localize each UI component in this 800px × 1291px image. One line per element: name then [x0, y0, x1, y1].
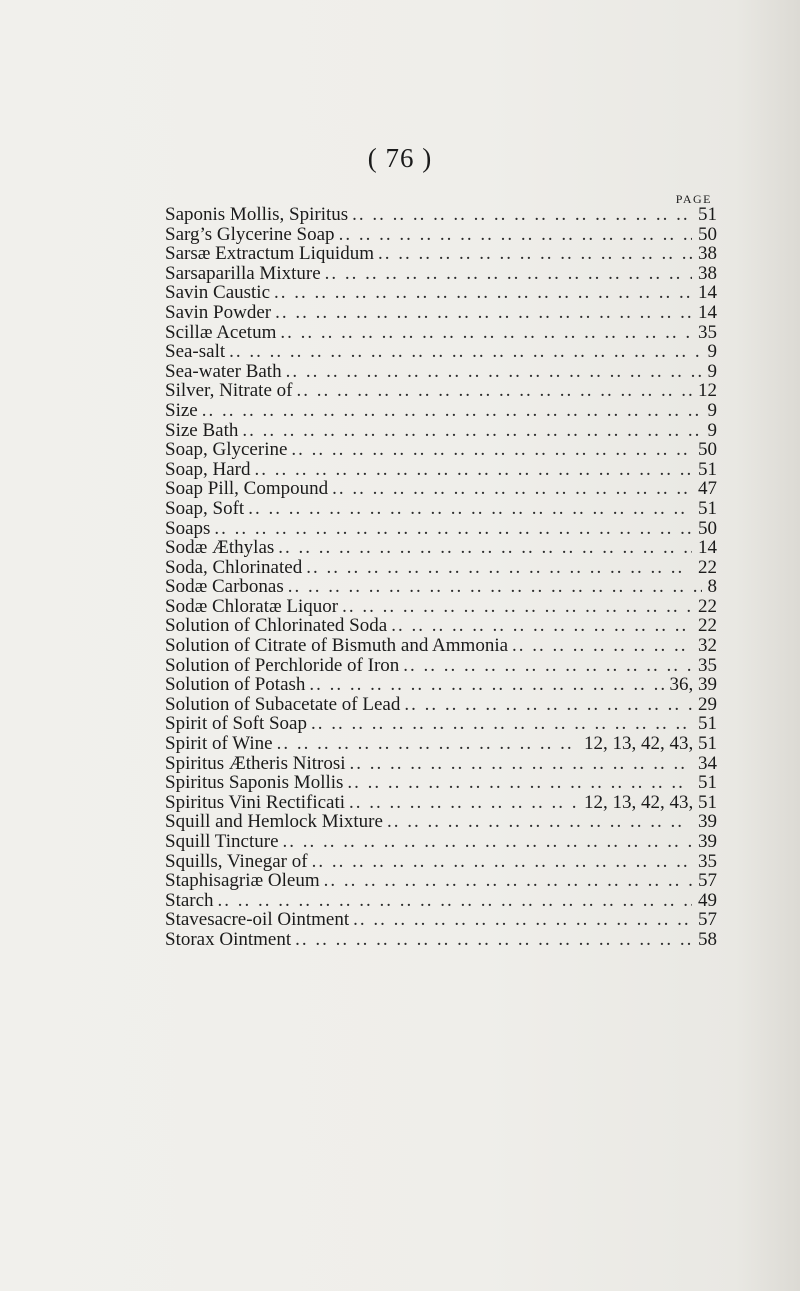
entry-page-numbers: 49	[698, 890, 717, 911]
dot-leader	[248, 499, 692, 519]
dot-leader	[275, 303, 692, 323]
entry-page-numbers: 57	[698, 871, 717, 891]
index-entry	[165, 656, 717, 676]
entry-page-numbers: 50	[698, 518, 717, 539]
entry-name: Size Bath	[165, 420, 239, 441]
entry-page-numbers: 14	[698, 538, 717, 558]
entry-name: Solution of Potash	[165, 675, 306, 695]
index-entry	[165, 381, 717, 401]
index-entry	[165, 499, 717, 519]
index-entry	[165, 401, 717, 421]
entry-page-numbers: 36, 39	[669, 675, 717, 695]
entry-page-numbers: 50	[698, 224, 717, 245]
dot-leader	[352, 205, 692, 225]
entry-name: Soap Pill, Compound	[165, 479, 329, 499]
index-entry	[165, 460, 717, 480]
index-entry	[165, 225, 717, 245]
entry-name: Squill Tincture	[165, 832, 279, 852]
dot-leader	[332, 479, 692, 499]
entry-name: Soda, Chlorinated	[165, 557, 303, 578]
entry-page-numbers: 35	[698, 851, 717, 872]
index-entry	[165, 362, 717, 382]
dot-leader	[342, 597, 692, 617]
entry-page-numbers: 51	[698, 205, 717, 225]
dot-leader	[325, 264, 692, 284]
index-entry	[165, 852, 717, 872]
entry-page-numbers: 39	[698, 812, 717, 832]
entry-page-numbers: 22	[698, 616, 717, 637]
entry-name: Sea-water Bath	[165, 361, 282, 382]
index-list	[165, 205, 717, 950]
entry-page-numbers: 32	[698, 636, 717, 656]
index-entry	[165, 773, 717, 793]
dot-leader	[218, 891, 692, 911]
entry-name: Starch	[165, 890, 214, 911]
entry-name: Squill and Hemlock Mixture	[165, 812, 383, 832]
index-entry	[165, 303, 717, 323]
entry-page-numbers: 47	[698, 479, 717, 499]
entry-name: Sodæ Æthylas	[165, 538, 275, 558]
dot-leader	[283, 832, 693, 852]
entry-name: Silver, Nitrate of	[165, 381, 293, 401]
entry-page-numbers: 51	[698, 773, 717, 793]
entry-name: Solution of Subacetate of Lead	[165, 694, 401, 715]
entry-page-numbers: 9	[707, 361, 717, 382]
dot-leader	[339, 225, 692, 245]
entry-page-numbers: 29	[698, 694, 717, 715]
index-entry	[165, 793, 717, 813]
dot-leader	[403, 656, 692, 676]
index-entry	[165, 519, 717, 539]
dot-leader	[277, 734, 578, 754]
dot-leader	[202, 401, 702, 421]
entry-page-numbers: 9	[707, 420, 717, 441]
entry-name: Size	[165, 400, 198, 421]
dot-leader	[387, 812, 692, 832]
index-entry	[165, 323, 717, 343]
entry-name: Solution of Perchloride of Iron	[165, 655, 400, 676]
entry-name: Spiritus Vini Rectificati	[165, 792, 346, 813]
entry-page-numbers: 12	[698, 381, 717, 401]
index-entry	[165, 597, 717, 617]
dot-leader	[378, 244, 692, 264]
entry-name: Sodæ Carbonas	[165, 577, 284, 597]
dot-leader	[391, 616, 692, 636]
entry-name: Soap, Soft	[165, 498, 245, 519]
dot-leader	[229, 342, 701, 362]
entry-page-numbers: 51	[698, 714, 717, 735]
index-entry	[165, 205, 717, 225]
dot-leader	[306, 558, 692, 578]
entry-page-numbers: 38	[698, 244, 717, 264]
index-entry	[165, 675, 717, 695]
index-entry	[165, 440, 717, 460]
entry-name: Solution of Chlorinated Soda	[165, 616, 388, 637]
entry-name: Savin Caustic	[165, 283, 271, 303]
index-entry	[165, 832, 717, 852]
entry-name: Spiritus Ætheris Nitrosi	[165, 753, 346, 774]
dot-leader	[214, 519, 692, 539]
dot-leader	[353, 910, 692, 930]
entry-name: Soap, Hard	[165, 459, 251, 480]
dot-leader	[296, 381, 692, 401]
index-entry	[165, 714, 717, 734]
dot-leader	[288, 577, 702, 597]
entry-page-numbers: 51	[698, 498, 717, 519]
dot-leader	[309, 675, 663, 695]
index-entry	[165, 283, 717, 303]
entry-page-numbers: 9	[707, 342, 717, 362]
dot-leader	[286, 362, 702, 382]
index-entry	[165, 910, 717, 930]
entry-page-numbers: 8	[707, 577, 717, 597]
index-entry	[165, 871, 717, 891]
entry-name: Soaps	[165, 518, 211, 539]
dot-leader	[312, 852, 692, 872]
index-entry	[165, 558, 717, 578]
dot-leader	[242, 421, 701, 441]
entry-page-numbers: 35	[698, 655, 717, 676]
entry-page-numbers: 35	[698, 322, 717, 343]
dot-leader	[254, 460, 692, 480]
entry-name: Sarsæ Extractum Liquidum	[165, 244, 374, 264]
entry-page-numbers: 12, 13, 42, 43, 51	[584, 792, 717, 813]
dot-leader	[347, 773, 692, 793]
page-column-heading: PAGE	[675, 192, 712, 206]
entry-page-numbers: 14	[698, 283, 717, 303]
entry-name: Sea-salt	[165, 342, 226, 362]
index-entry	[165, 734, 717, 754]
entry-name: Spirit of Wine	[165, 734, 273, 754]
entry-name: Spirit of Soft Soap	[165, 714, 307, 735]
entry-name: Solution of Citrate of Bismuth and Ammonia	[165, 636, 509, 656]
index-entry	[165, 342, 717, 362]
index-entry	[165, 891, 717, 911]
entry-name: Saponis Mollis, Spiritus	[165, 205, 349, 225]
index-entry	[165, 636, 717, 656]
index-entry	[165, 244, 717, 264]
index-entry	[165, 812, 717, 832]
index-entry	[165, 695, 717, 715]
index-entry	[165, 930, 717, 950]
entry-page-numbers: 9	[707, 400, 717, 421]
entry-page-numbers: 58	[698, 929, 717, 950]
index-entry	[165, 479, 717, 499]
index-entry	[165, 421, 717, 441]
dot-leader	[512, 636, 692, 656]
entry-name: Sodæ Chloratæ Liquor	[165, 596, 339, 617]
dot-leader	[324, 871, 692, 891]
dot-leader	[350, 754, 692, 774]
dot-leader	[274, 283, 692, 303]
entry-page-numbers: 57	[698, 910, 717, 930]
index-entry	[165, 616, 717, 636]
entry-page-numbers: 22	[698, 557, 717, 578]
entry-page-numbers: 14	[698, 302, 717, 323]
dot-leader	[291, 440, 692, 460]
entry-page-numbers: 50	[698, 440, 717, 460]
entry-page-numbers: 38	[698, 263, 717, 284]
entry-page-numbers: 22	[698, 596, 717, 617]
entry-name: Savin Powder	[165, 302, 272, 323]
page-number: ( 76 )	[367, 143, 433, 173]
index-entry	[165, 264, 717, 284]
index-entry	[165, 754, 717, 774]
dot-leader	[311, 714, 692, 734]
dot-leader	[278, 538, 692, 558]
entry-name: Squills, Vinegar of	[165, 851, 308, 872]
dot-leader	[404, 695, 692, 715]
entry-name: Spiritus Saponis Mollis	[165, 773, 344, 793]
entry-name: Staphisagriæ Oleum	[165, 871, 320, 891]
entry-page-numbers: 51	[698, 459, 717, 480]
entry-page-numbers: 34	[698, 753, 717, 774]
entry-page-numbers: 12, 13, 42, 43, 51	[584, 734, 717, 754]
dot-leader	[349, 793, 578, 813]
entry-name: Sarg’s Glycerine Soap	[165, 224, 335, 245]
entry-name: Soap, Glycerine	[165, 440, 288, 460]
entry-name: Stavesacre-oil Ointment	[165, 910, 350, 930]
index-entry	[165, 538, 717, 558]
entry-name: Sarsaparilla Mixture	[165, 263, 321, 284]
entry-name: Scillæ Acetum	[165, 322, 277, 343]
dot-leader	[280, 323, 692, 343]
entry-name: Storax Ointment	[165, 929, 292, 950]
index-entry	[165, 577, 717, 597]
dot-leader	[295, 930, 692, 950]
entry-page-numbers: 39	[698, 832, 717, 852]
